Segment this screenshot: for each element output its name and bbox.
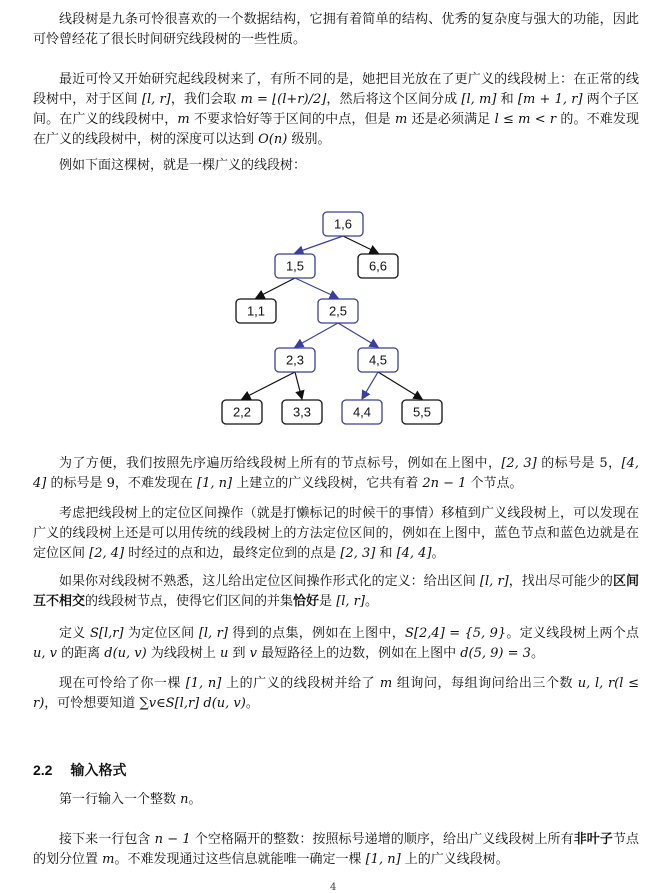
tree-node [318,299,358,323]
math: [l, r] [198,626,228,641]
tree-edge [362,372,378,399]
tree-node-label: 1,5 [285,258,305,274]
math: [2, 3] [501,456,537,471]
text: 。定义线段树上两个点 [506,626,639,641]
text: 个空格隔开的整数：按照标号递增的顺序，给出广义线段树上所有 [190,832,574,847]
math: O(n) [258,132,288,147]
text: 是 [319,594,337,609]
text: 的标号是 9，不难发现在 [46,476,198,491]
math: l ≤ m < r [494,112,557,127]
text: 的标号是 5， [536,456,622,471]
math: ∑v∈S[l,r] d(u, v) [139,696,246,711]
text: 例如下面这棵树，就是一棵广义的线段树： [59,158,307,173]
tree-node [402,400,442,424]
math: [2, 4] [89,546,125,561]
text: 。 [188,792,202,807]
text: 。 [530,646,544,661]
text: 还是必须满足 [407,112,495,127]
tree-node-label: 4,5 [368,352,388,368]
math: [l, r] [479,574,509,589]
tree-edge [256,278,295,298]
tree-node [275,254,315,278]
text: 和 [496,92,518,107]
tree-node [342,400,382,424]
paragraph-numbering [33,454,639,494]
tree-node [282,400,322,424]
text: 最短路径上的边数，例如在上图中 [256,646,461,661]
math: d(5, 9) = 3 [460,646,531,661]
section-number: 2.2 [33,762,53,778]
tree-edge [338,323,378,347]
text: 。 [364,594,378,609]
tree-node-label: 4,4 [352,404,372,420]
text: 得到的点集，例如在上图中， [227,626,406,641]
tree-node [358,254,398,278]
math: [1, n] [365,852,401,867]
tree-node [275,348,315,372]
math: [l, r] [141,92,171,107]
paragraph-intro [33,10,639,50]
text: ，我们会取 [170,92,241,107]
text: 上建立的广义线段树，它共有着 [232,476,423,491]
math: [4, 4] [396,546,432,561]
text: 组询问，每组询问给出三个数 [392,676,578,691]
tree-node-label: 3,3 [292,404,312,420]
paragraph-input-first [33,790,639,810]
tree-node-label: 1,1 [246,303,266,319]
math: [l, m] [461,92,497,107]
text: 如果你对线段树不熟悉，这儿给出定位区间操作形式化的定义：给出区间 [59,574,480,589]
math: S[2,4] = {5, 9} [405,626,507,641]
tree-node-label: 2,2 [232,404,252,420]
text: 接下来一行包含 [59,832,155,847]
text: 两个子区间。在广义的线段树中， [33,92,640,127]
text: 为线段树上 [146,646,220,661]
paragraph-locate [33,504,639,564]
section-heading [33,760,126,780]
text: 个节点。 [466,476,523,491]
segment-tree-diagram [33,210,639,432]
tree-node-label: 2,5 [328,303,348,319]
text: 上的广义的线段树并给了 [221,676,380,691]
text: 为定位区间 [123,626,199,641]
math: n [180,792,189,807]
bold-text: 恰好 [293,594,320,609]
text: 为了方便，我们按照先序遍历给线段树上所有的节点标号，例如在上图中， [59,456,502,471]
math: m [379,676,393,691]
tree-node [222,400,262,424]
math: m [395,112,408,127]
text: 的距离 [56,646,105,661]
paragraph-query [33,674,639,714]
tree-node-label: 6,6 [368,258,388,274]
text: 定义 [59,626,90,641]
tree-edge [378,372,422,399]
paragraph-distance [33,624,639,664]
math: m = ⌊(l+r)/2⌋ [240,92,327,107]
tree-svg [33,210,639,432]
math: m [102,852,115,867]
math: n − 1 [154,832,191,847]
text: ，然后将这个区间分成 [326,92,462,107]
text: ，可怜想要知道 [44,696,140,711]
tree-node-label: 2,3 [285,352,305,368]
page-number: 4 [330,882,337,893]
math: [1, n] [197,476,233,491]
text: 。不难发现通过这些信息就能唯一确定一棵 [114,852,366,867]
text: 节点的划分位置 [33,832,639,867]
math: u, l, r(l ≤ r) [33,676,639,711]
math: m [177,112,190,127]
tree-node-label: 1,6 [333,216,353,232]
math: [1, n] [185,676,222,691]
tree-edge [242,372,295,399]
math: d(u, v) [104,646,147,661]
text: 时经过的点和边，最终定位到的点是 [124,546,341,561]
text: 。 [431,546,445,561]
bold-text: 非叶子 [573,832,613,847]
tree-edge [295,323,338,347]
text: 第一行输入一个整数 [59,792,181,807]
text: 的线段树节点，使得它们区间的并集 [85,594,294,609]
tree-node [323,212,363,236]
tree-edge [295,236,343,253]
text: ，找出尽可能少的 [508,574,613,589]
math: v [249,646,257,661]
text: 最近可怜又开始研究起线段树来了，有所不同的是，她把目光放在了更广义的线段树上：在正常的线段树中，对于区间 [33,72,639,107]
paragraph-input-second [33,830,639,870]
tree-edge [295,278,338,298]
math: S[l,r] [90,626,124,641]
math: u [219,646,229,661]
section-title: 输入格式 [70,762,127,778]
text: 不要求恰好等于区间的中点，但是 [189,112,396,127]
text: 到 [228,646,250,661]
tree-node [236,299,276,323]
text: 。 [245,696,259,711]
text: 线段树是九条可怜很喜欢的一个数据结构，它拥有着简单的结构、优秀的复杂度与强大的功能，因此可怜曾经花了很长时间研究线段树的一些性质。 [33,12,639,47]
paragraph-example [33,156,639,176]
math: [m + 1, r] [517,92,583,107]
bold-text: 区间互不相交 [33,574,639,609]
math: [l, r] [336,594,365,609]
math: u, v [33,646,57,661]
text: 考虑把线段树上的定位区间操作（就是打懒标记的时候干的事情）移植到广义线段树上，可以发现在广义的线段树上还是可以用传统的线段树上的方法定位区间的，例如在上图中，蓝色节点和蓝色边就是在定位区间 [33,506,639,561]
paragraph-generalized [33,70,639,150]
text: 现在可怜给了你一棵 [59,676,186,691]
math: [4, 4] [33,456,639,491]
math: 2n − 1 [422,476,467,491]
tree-node [358,348,398,372]
text: 的。不难发现在广义的线段树中，树的深度可以达到 [33,112,640,147]
text: 上的广义线段树。 [400,852,509,867]
text: 和 [375,546,397,561]
paragraph-definition [33,572,639,612]
tree-edge [295,372,302,399]
tree-node-label: 5,5 [412,404,432,420]
math: [2, 3] [340,546,376,561]
text: 级别。 [287,132,331,147]
tree-edge [343,236,378,253]
